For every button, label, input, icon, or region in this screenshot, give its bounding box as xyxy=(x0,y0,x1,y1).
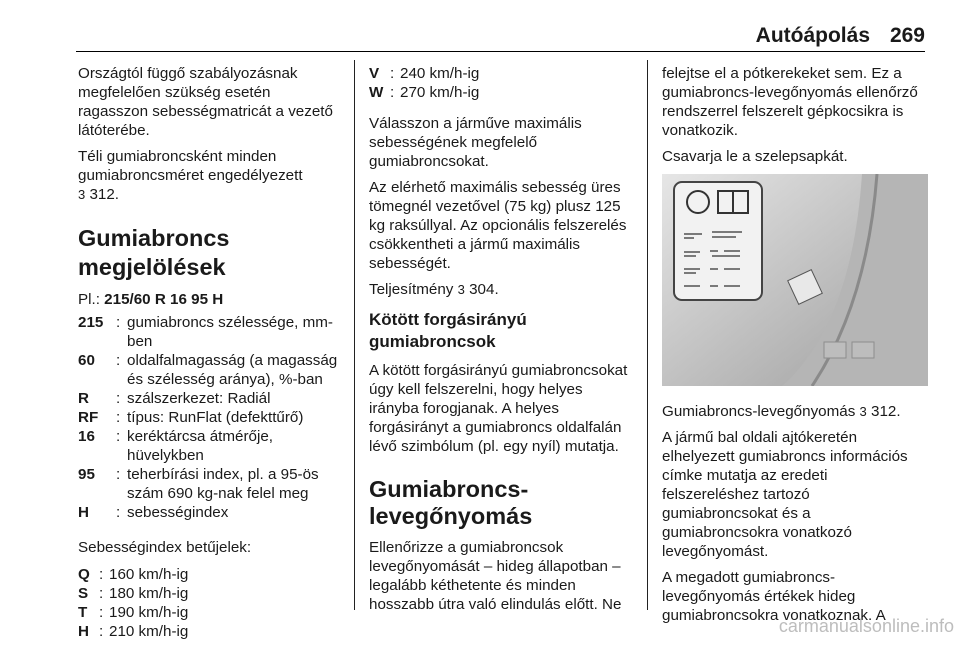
speed-row: W : 270 km/h-ig xyxy=(369,84,480,101)
tyre-code-definitions xyxy=(78,313,340,522)
speed-row: V : 240 km/h-ig xyxy=(369,65,480,82)
definition-row: 60 : oldalfalmagasság (a magasság és szélesség aránya), %-ban xyxy=(78,352,338,388)
section-title: Autóápolás xyxy=(755,24,870,47)
column-1 xyxy=(78,64,340,651)
definition-row: 16 : keréktárcsa átmérője, hüvelykben xyxy=(78,428,274,464)
column-divider xyxy=(354,60,355,610)
definition-row: RF : típus: RunFlat (defekttűrő) xyxy=(78,409,304,426)
definition-row: H : sebességindex xyxy=(78,504,229,521)
figure-caption: Gumiabroncs-levegőnyomás 3 312. xyxy=(662,403,901,420)
definition-row: R : szálszerkezet: Radiál xyxy=(78,390,271,407)
page-reference[interactable]: 304. xyxy=(469,281,499,298)
subsection-heading: Kötött forgásirányú gumiabroncsok xyxy=(369,310,527,351)
max-speed-note: Az elérhető maximális sebesség üres tömegnél vezetővel (75 kg) plusz 125 kg raksúllyal. Az opcionális felszerelés csökkentheti a jármű maximális sebességét. xyxy=(369,179,627,272)
valve-cap-instruction: Csavarja le a szelepsapkát. xyxy=(662,148,848,165)
speed-index-list xyxy=(78,565,340,641)
speed-index-list-continued xyxy=(369,64,635,102)
speed-row: H : 210 km/h-ig xyxy=(78,623,189,640)
intro-paragraph: Országtól függő szabályozásnak megfelelően szükség esetén ragasszon sebességmatricát a vezető látóterébe. xyxy=(78,65,333,139)
pressure-paragraph: Ellenőrizze a gumiabroncsok levegőnyomását – hideg állapotban – legalább kéthetente és minden hosszabb útra való elindulás előtt. Ne xyxy=(369,539,622,613)
label-location-paragraph: A jármű bal oldali ajtókeretén elhelyezett gumiabroncs információs címke mutatja az eredeti felszereléshez tartozó gumiabroncsokat és a gumiabroncsokra vonatkozó levegőnyomást. xyxy=(662,429,908,560)
page-reference[interactable]: 312. xyxy=(871,403,901,420)
definition-row: 95 : teherbírási index, pl. a 95-ös szám 690 kg-nak felel meg xyxy=(78,466,319,502)
max-speed-paragraph: Válasszon a járműve maximális sebességének megfelelő gumiabroncsokat. xyxy=(369,115,582,170)
speed-row: Q : 160 km/h-ig xyxy=(78,566,189,583)
example-line: Pl.: 215/60 R 16 95 H xyxy=(78,291,224,308)
section-heading: Gumiabroncs megjelölések xyxy=(78,225,230,280)
winter-tyre-paragraph: Téli gumiabroncsként minden gumiabroncsméret engedélyezett 3 312. xyxy=(78,148,303,203)
performance-ref: Teljesítmény 3 304. xyxy=(369,281,499,298)
definition-row: 215 : gumiabroncs szélessége, mm-ben xyxy=(78,314,333,350)
section-heading: Gumiabroncs-levegőnyomás xyxy=(369,476,533,529)
door-frame-label-image xyxy=(662,174,928,386)
page-reference[interactable]: 312. xyxy=(89,186,120,203)
speed-row: T : 190 km/h-ig xyxy=(78,604,189,621)
example-value: 215/60 R 16 95 H xyxy=(104,291,224,308)
page-ref-arrow-icon: 3 xyxy=(78,187,86,202)
column-divider xyxy=(647,60,648,610)
speed-index-intro: Sebességindex betűjelek: xyxy=(78,539,252,556)
page-number: 269 xyxy=(889,24,925,47)
column-2 xyxy=(369,64,635,621)
page-header xyxy=(0,0,960,56)
speed-row: S : 180 km/h-ig xyxy=(78,585,189,602)
page-ref-arrow-icon: 3 xyxy=(457,282,465,297)
tyre-info-label-illustration xyxy=(662,174,928,386)
page-ref-arrow-icon: 3 xyxy=(859,404,867,419)
header-rule xyxy=(76,51,925,52)
watermark-text: carmanualsonline.info xyxy=(778,616,954,636)
pressure-paragraph-continued: felejtse el a pótkerekeket sem. Ez a gumiabroncs-levegőnyomás ellenőrző rendszerrel felszerelt gépkocsikra is vonatkozik. xyxy=(662,65,918,139)
cold-pressure-paragraph: A megadott gumiabroncs-levegőnyomás értékek hideg gumiabroncsokra vonatkoznak. A xyxy=(662,569,886,624)
directional-tyre-paragraph: A kötött forgásirányú gumiabroncsokat úgy kell felszerelni, hogy helyes irányba forogjanak. A helyes forgásirányt a gumiabroncs oldalfalán lévő szimbólum (pl. egy nyíl) mutatja. xyxy=(369,362,628,455)
column-3 xyxy=(662,64,928,632)
